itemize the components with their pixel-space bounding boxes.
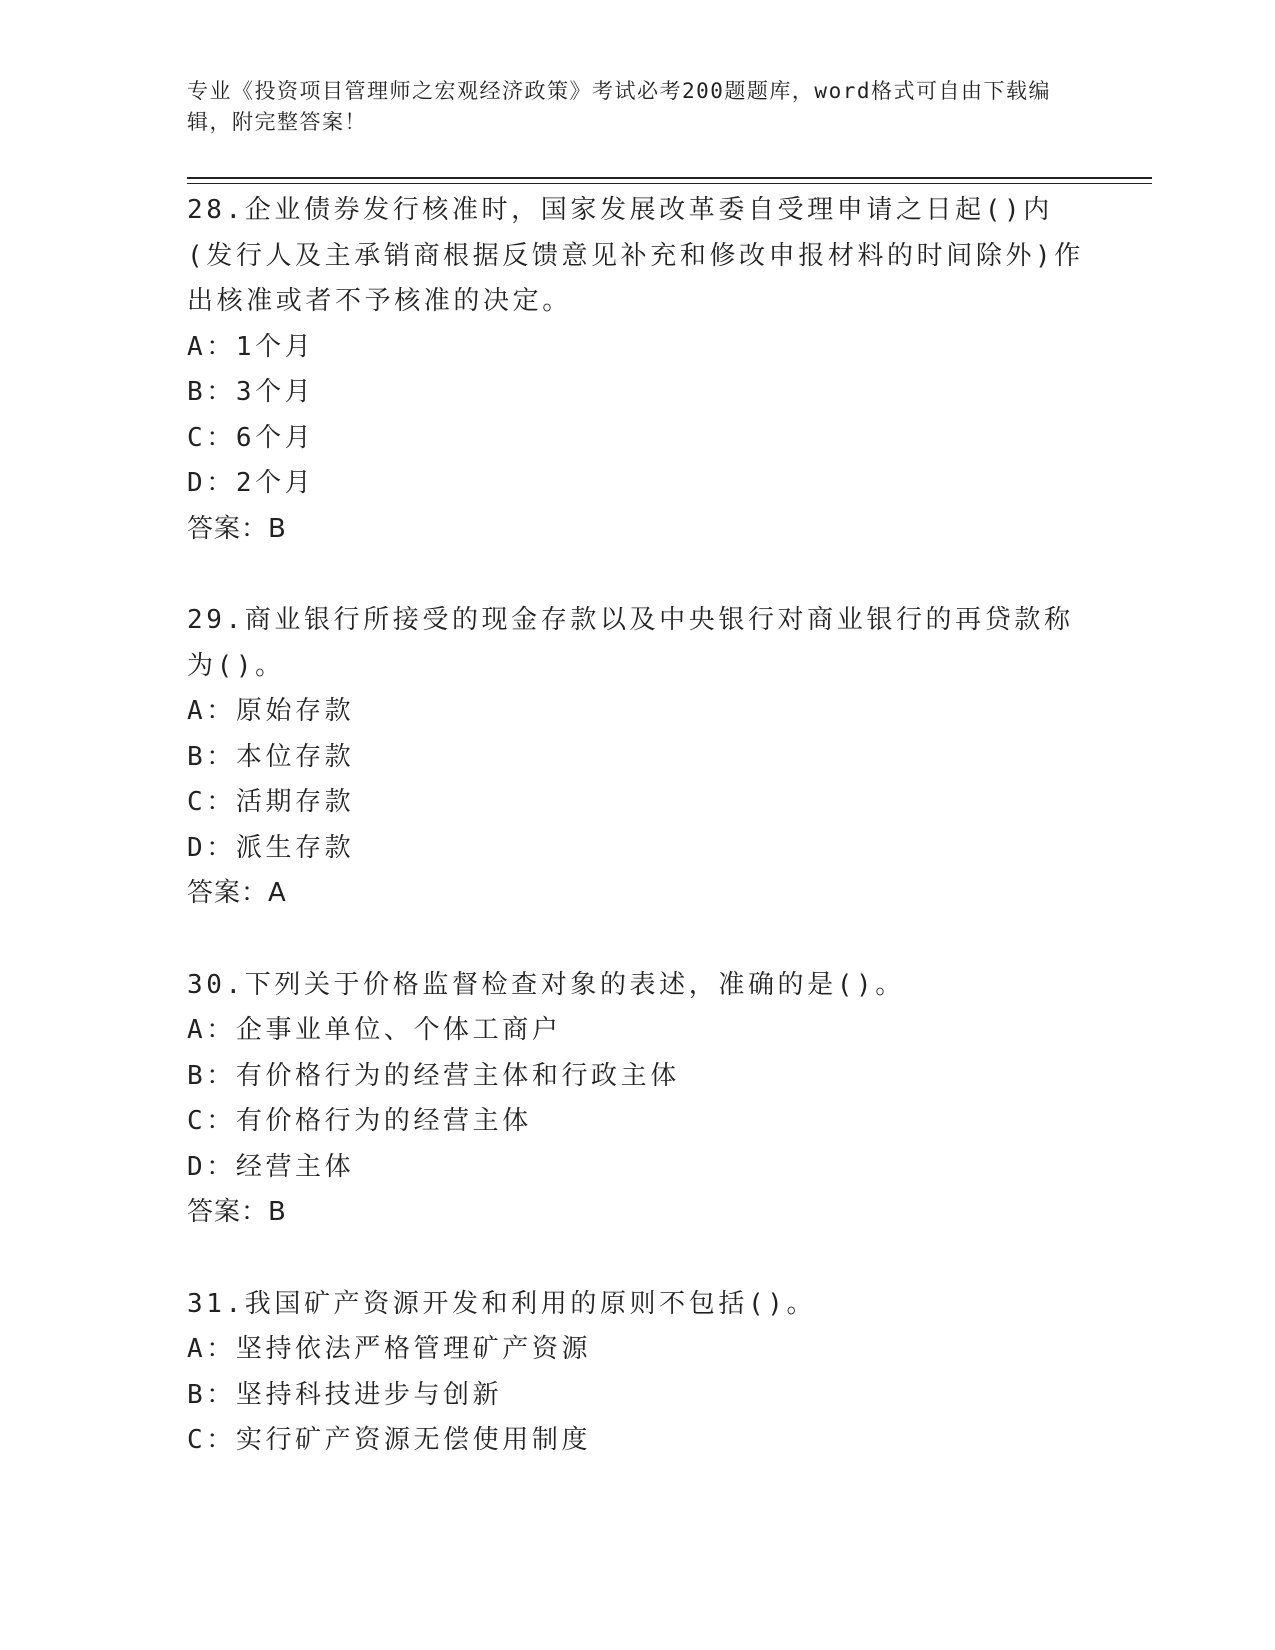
option-c: C：实行矿产资源无偿使用制度 <box>187 1425 592 1455</box>
header-divider-thick <box>187 177 1152 179</box>
question-30 <box>187 963 1087 1236</box>
option-a: A：企事业单位、个体工商户 <box>187 1015 562 1045</box>
answer-line: 答案：B <box>187 513 287 544</box>
option-b: B：本位存款 <box>187 741 355 772</box>
option-d: D：派生存款 <box>187 832 355 863</box>
option-c: C：活期存款 <box>187 787 355 817</box>
option-c: C：有价格行为的经营主体 <box>187 1106 532 1136</box>
option-b: B：坚持科技进步与创新 <box>187 1379 503 1410</box>
option-d: D：2个月 <box>187 468 315 498</box>
answer-line: 答案：A <box>187 878 287 908</box>
question-stem: 29.商业银行所接受的现金存款以及中央银行对商业银行的再贷款称为()。 <box>187 605 1074 681</box>
question-stem: 28.企业债券发行核准时，国家发展改革委自受理申请之日起()内(发行人及主承销商根据反馈意见补充和修改申报材料的时间除外)作出核准或者不予核准的决定。 <box>187 195 1084 316</box>
document-header: 专业《投资项目管理师之宏观经济政策》考试必考200题题库，word格式可自由下载编辑，附完整答案！ <box>187 79 1051 134</box>
header-divider-thin <box>187 183 1152 184</box>
option-c: C：6个月 <box>187 422 315 453</box>
option-b: B：有价格行为的经营主体和行政主体 <box>187 1060 680 1091</box>
question-29 <box>187 598 1087 917</box>
question-31 <box>187 1282 1087 1464</box>
option-b: B：3个月 <box>187 377 315 407</box>
answer-line: 答案：B <box>187 1197 287 1227</box>
question-28 <box>187 188 1087 552</box>
question-stem: 30.下列关于价格监督检查对象的表述，准确的是()。 <box>187 969 905 1000</box>
question-stem: 31.我国矿产资源开发和利用的原则不包括()。 <box>187 1288 817 1319</box>
option-d: D：经营主体 <box>187 1151 355 1182</box>
option-a: A：原始存款 <box>187 696 355 726</box>
option-a: A：1个月 <box>187 331 315 362</box>
question-list <box>187 188 1087 1510</box>
option-a: A：坚持依法严格管理矿产资源 <box>187 1334 592 1364</box>
